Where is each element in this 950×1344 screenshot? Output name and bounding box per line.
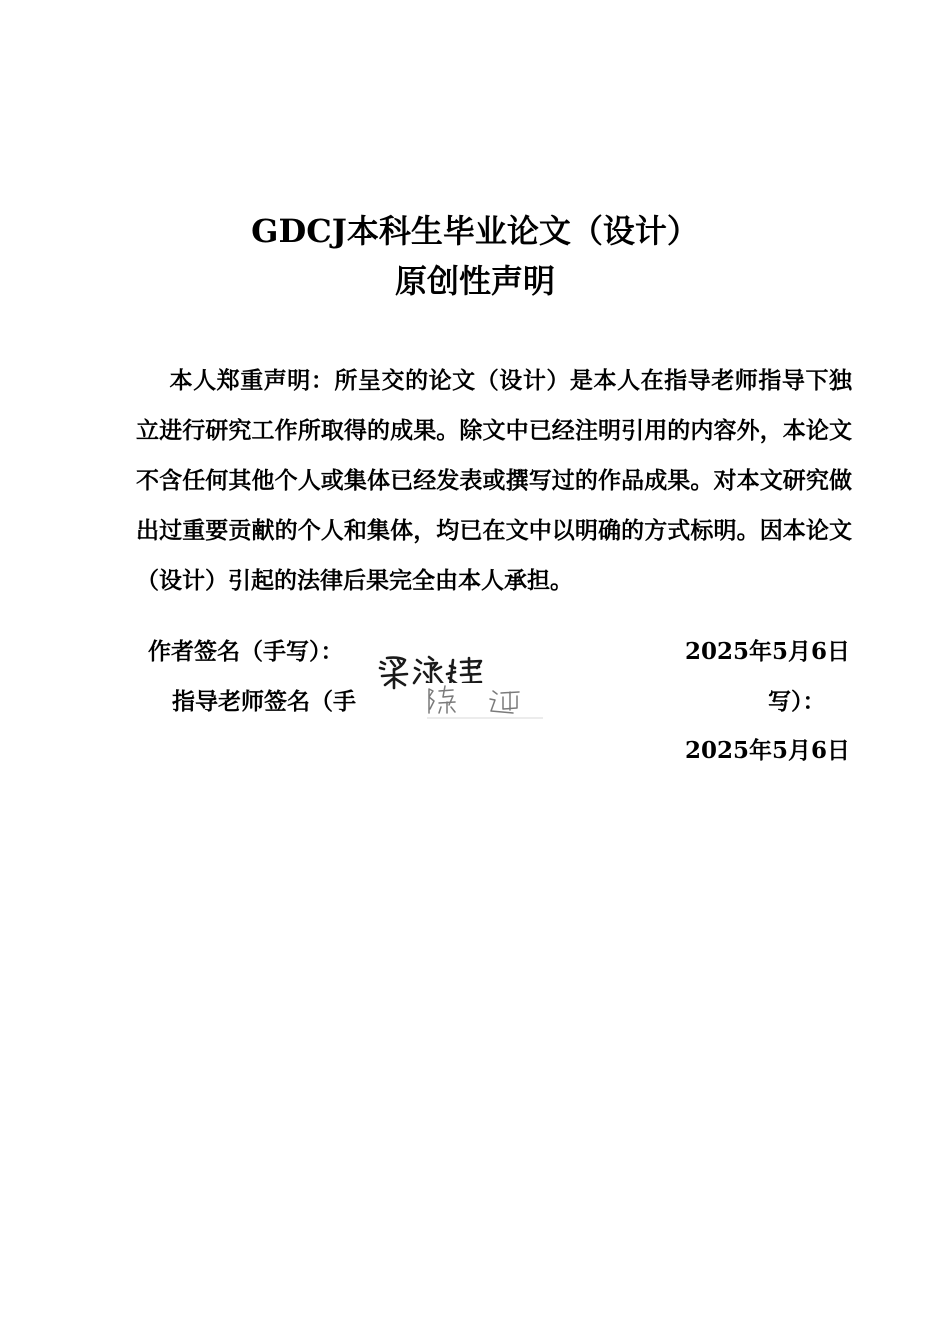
advisor-signature-date: 2025年5月6日: [684, 737, 850, 764]
declaration-text: 本人郑重声明：所呈交的论文（设计）是本人在指导老师指导下独立进行研究工作所取得的成果。除文中已经注明引用的内容外，本论文不含任何其他个人或集体已经发表或撰写过的作品成果。对本文研究做出过重要贡献的个人和集体，均已在文中以明确的方式标明。因本论文（设计）引起的法律后果完全由本人承担。: [136, 367, 852, 594]
document-subtitle: 原创性声明: [394, 262, 555, 300]
author-signature-date: 2025年5月6日: [684, 638, 850, 665]
advisor-signature-label-tail: 写）：: [768, 688, 826, 715]
document-title: GDCJ本科生毕业论文（设计）: [251, 212, 699, 250]
advisor-signature-image: [423, 683, 545, 721]
declaration-paragraph: [136, 356, 852, 606]
advisor-signature-label: 指导老师签名（手: [172, 688, 356, 715]
author-signature-label: 作者签名（手写）：: [148, 638, 344, 665]
